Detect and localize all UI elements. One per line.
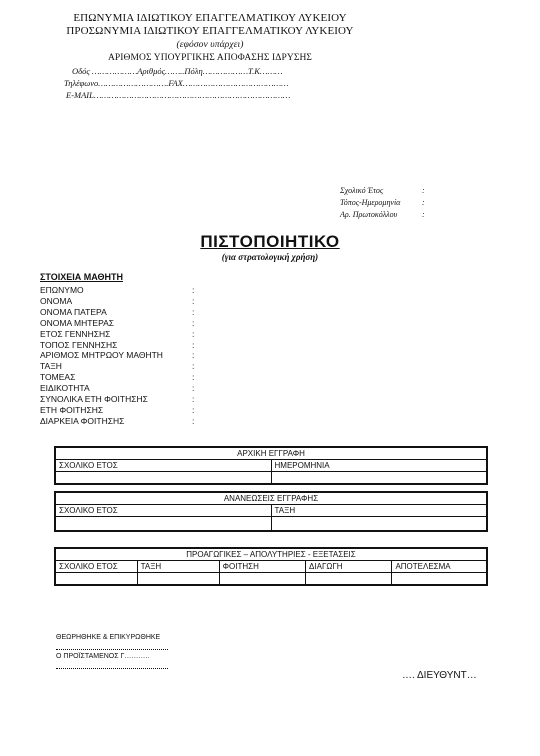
- student-field-label: ΟΝΟΜΑ ΜΗΤΕΡΑΣ: [40, 317, 115, 328]
- column-header: ΗΜΕΡΟΜΗΝΙΑ: [271, 460, 487, 472]
- student-field-row: [40, 285, 195, 295]
- empty-cell: [55, 517, 271, 532]
- colon: :: [422, 198, 425, 207]
- empty-cell: [271, 472, 487, 485]
- student-field-row: [40, 295, 195, 306]
- colon: :: [192, 350, 195, 361]
- column-header: ΔΙΑΓΩΓΗ: [306, 561, 392, 573]
- colon: :: [192, 317, 195, 328]
- student-field-row: [40, 350, 195, 361]
- table-caption: ΠΡΟΑΓΩΓΙΚΕΣ – ΑΠΟΛΥΤΗΡΙΕΣ - ΕΞΕΤΑΣΕΙΣ: [55, 548, 487, 561]
- student-field-row: [40, 361, 195, 372]
- colon: :: [192, 383, 195, 394]
- student-field-row: [40, 306, 195, 317]
- student-field-label: ΕΤΟΣ ΓΕΝΝΗΣΗΣ: [40, 328, 111, 339]
- email-line: E-MAIL……………………………………………………………………: [66, 90, 291, 100]
- column-header: ΦΟΙΤΗΣΗ: [219, 561, 305, 573]
- student-field-label: ΕΠΩΝΥΜΟ: [40, 285, 84, 295]
- student-field-row: [40, 415, 195, 426]
- student-field-label: ΕΙΔΙΚΟΤΗΤΑ: [40, 383, 90, 394]
- colon: :: [192, 404, 195, 415]
- exams-table: [54, 547, 488, 586]
- column-header: ΣΧΟΛΙΚΟ ΕΤΟΣ: [55, 460, 271, 472]
- colon: :: [192, 394, 195, 404]
- student-field-label: ΤΑΞΗ: [40, 361, 62, 372]
- empty-cell: [392, 573, 487, 586]
- colon: :: [192, 306, 195, 317]
- signature-line: [56, 649, 168, 650]
- colon: :: [422, 186, 425, 195]
- ministry-decision-line: ΑΡΙΘΜΟΣ ΥΠΟΥΡΓΙΚΗΣ ΑΠΟΦΑΣΗΣ ΙΔΡΥΣΗΣ: [107, 53, 313, 63]
- initial-registration-table: [54, 446, 488, 485]
- protocol-row: [340, 210, 425, 219]
- student-section-heading: ΣΤΟΙΧΕΙΑ ΜΑΘΗΤΗ: [40, 272, 123, 282]
- colon: :: [192, 295, 195, 306]
- supervisor-label: Ο ΠΡΟΪΣΤΑΜΕΝΟΣ Γ………..: [56, 653, 150, 660]
- column-header: ΑΠΟΤΕΛΕΣΜΑ: [392, 561, 487, 573]
- column-header: ΤΑΞΗ: [137, 561, 219, 573]
- empty-cell: [271, 517, 487, 532]
- signature-line: [56, 668, 168, 669]
- column-header: ΣΧΟΛΙΚΟ ΕΤΟΣ: [55, 505, 271, 517]
- table-caption: ΑΡΧΙΚΗ ΕΓΓΡΑΦΗ: [55, 447, 487, 460]
- student-field-row: [40, 339, 195, 350]
- student-field-row: [40, 404, 195, 415]
- address-line: Οδός ………………Αριθμός……..Πόλη………………Τ.Κ………: [72, 66, 283, 76]
- colon: :: [192, 328, 195, 339]
- document-title: ΠΙΣΤΟΠΟΙΗΤΙΚΟ: [200, 232, 340, 251]
- if-exists-note: (εφόσον υπάρχει): [176, 40, 244, 50]
- column-header: ΤΑΞΗ: [271, 505, 487, 517]
- student-field-label: ΤΟΜΕΑΣ: [40, 372, 76, 383]
- student-field-row: [40, 394, 195, 404]
- student-field-label: ΟΝΟΜΑ ΠΑΤΕΡΑ: [40, 306, 107, 317]
- student-field-label: ΑΡΙΘΜΟΣ ΜΗΤΡΩΟΥ ΜΑΘΗΤΗ: [40, 350, 163, 361]
- protocol-label: Αρ. Πρωτοκόλλου: [340, 210, 398, 219]
- school-name-line: ΕΠΩΝΥΜΙΑ ΙΔΙΩΤΙΚΟΥ ΕΠΑΓΓΕΛΜΑΤΙΚΟΥ ΛΥΚΕΙΟΥ: [73, 12, 347, 24]
- colon: :: [192, 361, 195, 372]
- school-alt-name-line: ΠΡΟΣΩΝΥΜΙΑ ΙΔΙΩΤΙΚΟΥ ΕΠΑΓΓΕΛΜΑΤΙΚΟΥ ΛΥΚΕΙΟΥ: [66, 25, 354, 37]
- column-header: ΣΧΟΛΙΚΟ ΕΤΟΣ: [55, 561, 137, 573]
- place-date-row: [340, 198, 425, 207]
- colon: :: [192, 415, 195, 426]
- empty-cell: [55, 472, 271, 485]
- student-field-label: ΣΥΝΟΛΙΚΑ ΕΤΗ ΦΟΙΤΗΣΗΣ: [40, 394, 148, 404]
- table-caption: ΑΝΑΝΕΩΣΕΙΣ ΕΓΓΡΑΦΗΣ: [55, 492, 487, 505]
- phone-fax-line: Τηλέφωνο……………………….FAX……………………………………: [64, 78, 289, 88]
- empty-cell: [137, 573, 219, 586]
- school-year-row: [340, 186, 425, 195]
- colon: :: [192, 339, 195, 350]
- director-signature: …. ΔΙΕΥΘΥΝΤ…: [402, 670, 477, 681]
- student-field-label: ΟΝΟΜΑ: [40, 295, 73, 306]
- student-field-row: [40, 372, 195, 383]
- student-field-row: [40, 317, 195, 328]
- colon: :: [192, 285, 195, 295]
- student-field-label: ΔΙΑΡΚΕΙΑ ΦΟΙΤΗΣΗΣ: [40, 415, 125, 426]
- student-field-label: ΕΤΗ ΦΟΙΤΗΣΗΣ: [40, 404, 104, 415]
- student-field-row: [40, 383, 195, 394]
- colon: :: [192, 372, 195, 383]
- colon: :: [422, 210, 425, 219]
- school-year-label: Σχολικό Έτος: [340, 186, 384, 195]
- document-subtitle: (για στρατολογική χρήση): [221, 252, 319, 262]
- student-field-label: ΤΟΠΟΣ ΓΕΝΝΗΣΗΣ: [40, 339, 118, 350]
- student-field-row: [40, 328, 195, 339]
- empty-cell: [219, 573, 305, 586]
- empty-cell: [306, 573, 392, 586]
- place-date-label: Τόπος-Ημερομηνία: [340, 198, 401, 207]
- renewals-table: [54, 491, 488, 532]
- empty-cell: [55, 573, 137, 586]
- verified-label: ΘΕΩΡΗΘΗΚΕ & ΕΠΙΚΥΡΩΘΗΚΕ: [56, 634, 161, 641]
